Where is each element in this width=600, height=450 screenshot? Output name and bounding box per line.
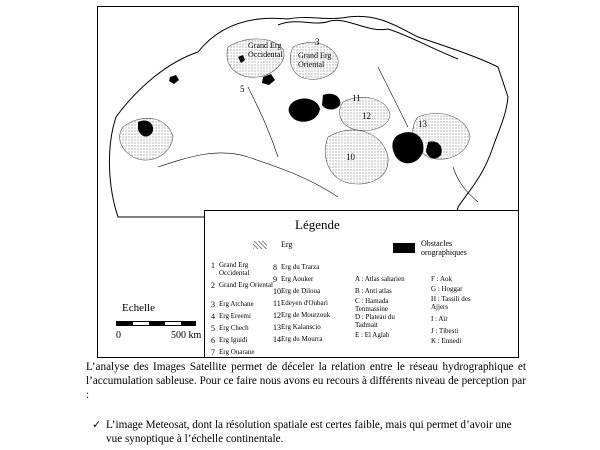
figure-map: [97, 6, 519, 358]
legend-entry-number: 13: [273, 323, 281, 332]
map-label-grand-erg-oriental: Grand Erg Oriental: [298, 51, 332, 69]
bullet-text: L’image Meteosat, dont la résolution spatiale est certes faible, mais qui permet d’avoir une vue synoptique à l’échelle continentale.: [106, 419, 512, 445]
legend-entry-name: Erg du Mourra: [281, 335, 323, 343]
legend-entry-name: A : Atlas saharien: [355, 275, 405, 283]
map-num-5: 5: [240, 84, 245, 94]
legend-entry-name: Erg Chech: [219, 324, 249, 332]
scale-bar: [116, 321, 196, 326]
legend-entry-name: K : Ennedi: [431, 337, 462, 345]
legend-obstacles: Obstacles orographiques: [421, 239, 467, 257]
legend-entry-name: J : Tibesti: [431, 327, 459, 335]
legend-entry-number: 2: [211, 281, 215, 290]
legend-entry-name: Erg du Trarza: [281, 263, 320, 271]
legend-entry-name: Erg Kalanscio: [281, 323, 321, 331]
scale-end: 500 km: [171, 330, 202, 341]
legend-entry-number: 11: [273, 299, 281, 308]
legend-erg: Erg: [281, 240, 293, 249]
legend-entry-name: Grand Erg Occidental: [219, 261, 250, 277]
legend-entry-name: E : El Aglab: [355, 331, 390, 339]
legend-entry-name: Erg Atchane: [219, 300, 254, 308]
legend-entry-name: Edeyen d'Oubari: [281, 299, 328, 307]
legend-entry-name: Erg Ouarane: [219, 348, 255, 356]
scale-title: Echelle: [122, 302, 155, 314]
legend-entry-name: B : Anti atlas: [355, 287, 392, 295]
legend-entry-number: 9: [273, 275, 277, 284]
map-num-10: 10: [346, 152, 355, 162]
obstacle-swatch: [393, 243, 415, 253]
map-num-13: 13: [418, 119, 427, 129]
scale-bar-block: [108, 302, 208, 352]
map-num-11: 11: [352, 93, 361, 103]
legend-entry-number: 5: [211, 324, 215, 333]
checkmark-icon: ✓: [92, 419, 102, 431]
legend-entry-name: Erg Iguidi: [219, 336, 248, 344]
legend-entry-number: 10: [273, 287, 281, 296]
legend-entry-name: D : Plateau du Tadmait: [355, 313, 395, 329]
legend-entry-number: 6: [211, 336, 215, 345]
legend-entry-number: 12: [273, 311, 281, 320]
legend-entry-name: Erg de Mourzouk: [281, 311, 331, 319]
legend-entry-number: 7: [211, 348, 215, 357]
erg-swatch: [253, 241, 267, 249]
legend-entry-name: H : Tassili des Ajjers: [431, 295, 471, 311]
map-label-grand-erg-occidental: Grand Erg Occidental: [248, 41, 283, 59]
map-num-12: 12: [362, 111, 371, 121]
caption-paragraph: L’analyse des Images Satellite permet de déceler la relation entre le réseau hydrographique et l’accumulation sableuse. Pour ce faire nous avons eu recours à différents niveau de perception par :: [86, 361, 526, 401]
legend-box: [204, 210, 519, 357]
bullet-item: [92, 418, 526, 446]
legend-entry-number: 1: [211, 261, 215, 270]
legend-entry-number: 14: [273, 335, 281, 344]
legend-entry-name: Erg Ereemi: [219, 312, 251, 320]
legend-entry-name: Erg Aouker: [281, 275, 314, 283]
legend-title: Légende: [295, 217, 340, 232]
legend-entry-name: Grand Erg Oriental: [219, 281, 273, 289]
legend-entry-number: 3: [211, 300, 215, 309]
legend-entry-name: G : Hoggar: [431, 285, 463, 293]
scale-zero: 0: [116, 330, 121, 341]
legend-entry-number: 4: [211, 312, 215, 321]
legend-entry-name: F : Aok: [431, 275, 453, 283]
legend-entry-number: 8: [273, 263, 277, 272]
map-num-3: 3: [315, 37, 320, 47]
legend-entry-name: Erg de Diloua: [281, 287, 321, 295]
legend-entry-name: C : Hamada Tenmassine: [355, 297, 389, 313]
legend-entry-name: I : Aïr: [431, 315, 448, 323]
